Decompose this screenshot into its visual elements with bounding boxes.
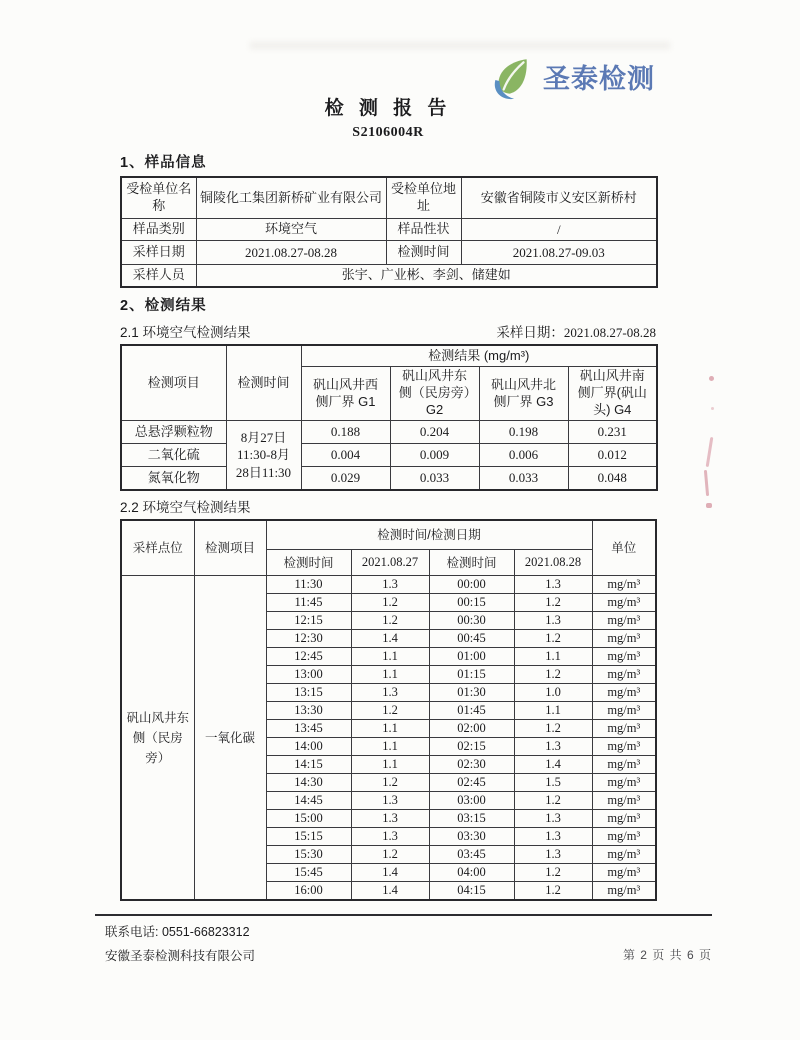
table-cell: 15:00 [266,810,351,828]
label-sample-character: 样品性状 [386,219,461,241]
table-cell: 1.3 [351,576,429,594]
report-number: S2106004R [352,124,424,140]
table-cell: 1.2 [514,882,592,901]
table-cell: 02:30 [429,756,514,774]
table-cell: 1.1 [351,738,429,756]
table-cell: mg/m³ [592,756,656,774]
value-test-time: 2021.08.27-09.03 [461,241,657,265]
table-cell: 03:45 [429,846,514,864]
table-cell: 0.006 [479,444,568,467]
site-header-g2: 矾山风井东侧（民房旁）G2 [390,367,479,421]
table-cell: mg/m³ [592,720,656,738]
page-footer [95,914,712,964]
sample-info-table [120,176,658,288]
subcol-header-date-1: 2021.08.27 [351,550,429,576]
col-header-result: 检测结果 (mg/m³) [301,345,657,367]
logo-text: 圣泰检测 [543,63,655,94]
col-header-test-item: 检测项目 [194,520,266,576]
value-sample-category: 环境空气 [196,219,386,241]
table-cell: 1.3 [351,828,429,846]
table-cell: 0.009 [390,444,479,467]
col-header-unit: 单位 [592,520,656,576]
table-cell: 1.4 [351,630,429,648]
table-cell: 1.2 [351,594,429,612]
table-cell: 1.1 [514,648,592,666]
sampling-site-cell: 矾山风井东侧（民房旁） [121,576,194,901]
table-cell: mg/m³ [592,666,656,684]
table-row [121,345,657,367]
table-cell: mg/m³ [592,648,656,666]
table-cell: 1.3 [514,810,592,828]
report-title: 检 测 报 告 [324,98,452,119]
value-sampling-date: 2021.08.27-08.28 [196,241,386,265]
table-cell: mg/m³ [592,846,656,864]
sampling-date-label: 采样日期： [496,324,564,340]
table-cell: mg/m³ [592,828,656,846]
table-cell: 14:15 [266,756,351,774]
table-cell: 1.2 [514,792,592,810]
table-cell: 04:15 [429,882,514,901]
table-cell: 1.2 [351,846,429,864]
value-sample-character: / [461,219,657,241]
table-cell: 13:00 [266,666,351,684]
table-cell: 1.3 [351,792,429,810]
table-cell: 1.1 [351,720,429,738]
sampling-date-value: 2021.08.27-08.28 [563,324,656,340]
table-cell: 1.3 [514,738,592,756]
table-cell: 1.0 [514,684,592,702]
table-row [121,444,657,467]
label-sampling-staff: 采样人员 [121,265,196,287]
table-cell: 1.3 [351,810,429,828]
table-cell: 04:00 [429,864,514,882]
air-results-22-body [121,576,656,901]
table-cell: 12:45 [266,648,351,666]
table-cell: mg/m³ [592,594,656,612]
table-cell: 1.2 [514,720,592,738]
table-cell: mg/m³ [592,630,656,648]
table-cell: 1.2 [351,702,429,720]
table-row [121,265,657,287]
test-item-cell: 一氧化碳 [194,576,266,901]
subsection-21-heading: 2.1 环境空气检测结果 [120,324,251,340]
subsection-22-heading: 2.2 环境空气检测结果 [120,499,251,515]
stamp-bleed-mark [706,437,714,467]
value-client-name: 铜陵化工集团新桥矿业有限公司 [196,177,386,219]
value-client-address: 安徽省铜陵市义安区新桥村 [461,177,657,219]
site-header-g3: 矾山风井北侧厂界 G3 [479,367,568,421]
time-range-cell [226,421,301,490]
table-cell: 01:30 [429,684,514,702]
table-cell: 03:00 [429,792,514,810]
page-number: 第 2 页 共 6 页 [622,948,712,962]
col-header-test-item: 检测项目 [121,345,226,421]
table-cell: 11:30 [266,576,351,594]
table-cell: mg/m³ [592,810,656,828]
table-cell: 0.048 [568,467,657,490]
table-row [121,467,657,490]
table-cell: 0.004 [301,444,390,467]
table-row [121,576,656,594]
table-cell: 15:30 [266,846,351,864]
time-range-line: 8月27日 [240,429,287,445]
table-cell: 00:30 [429,612,514,630]
table-cell: 14:00 [266,738,351,756]
table-cell: mg/m³ [592,576,656,594]
table-cell: 1.3 [514,846,592,864]
subcol-header-time-1: 检测时间 [266,550,351,576]
label-sampling-date: 采样日期 [121,241,196,265]
col-header-sampling-site: 采样点位 [121,520,194,576]
table-cell: 1.3 [514,828,592,846]
table-cell: mg/m³ [592,684,656,702]
table-cell: 15:45 [266,864,351,882]
air-results-22-table [120,519,657,902]
table-cell: mg/m³ [592,864,656,882]
table-cell: 1.3 [514,612,592,630]
subcol-header-date-2: 2021.08.28 [514,550,592,576]
test-item-cell: 二氧化硫 [121,444,226,467]
table-cell: 1.1 [351,666,429,684]
stamp-bleed-mark [706,503,712,508]
table-row [121,241,657,265]
table-cell: 0.033 [479,467,568,490]
table-cell: 00:00 [429,576,514,594]
table-cell: 1.2 [514,630,592,648]
table-cell: 1.2 [514,594,592,612]
table-cell: 0.198 [479,421,568,444]
table-cell: 1.4 [514,756,592,774]
table-cell: 14:45 [266,792,351,810]
sampling-date-note [496,321,656,341]
col-header-datetime: 检测时间/检测日期 [266,520,592,550]
time-range-line: 28日11:30 [235,464,292,480]
stamp-bleed-mark [704,470,709,496]
subcol-header-time-2: 检测时间 [429,550,514,576]
time-range-line: 11:30-8月 [237,447,290,463]
label-client-name: 受检单位名称 [121,177,196,219]
table-cell: 0.188 [301,421,390,444]
table-cell: 1.1 [351,756,429,774]
table-cell: 14:30 [266,774,351,792]
table-cell: 00:45 [429,630,514,648]
table-cell: 15:15 [266,828,351,846]
table-cell: mg/m³ [592,612,656,630]
table-cell: 1.5 [514,774,592,792]
table-cell: 1.2 [351,774,429,792]
table-cell: 12:30 [266,630,351,648]
table-cell: mg/m³ [592,882,656,901]
table-cell: 01:15 [429,666,514,684]
label-sample-category: 样品类别 [121,219,196,241]
table-row [121,219,657,241]
value-sampling-staff: 张宇、广业彬、李剑、储建如 [196,265,657,287]
air-results-21-table [120,344,658,491]
table-cell: mg/m³ [592,738,656,756]
table-cell: 03:15 [429,810,514,828]
table-cell: 01:45 [429,702,514,720]
table-cell: 16:00 [266,882,351,901]
table-cell: 0.012 [568,444,657,467]
table-row [121,421,657,444]
table-cell: 0.029 [301,467,390,490]
table-cell: 00:15 [429,594,514,612]
contact-phone: 联系电话: 0551-66823312 [105,925,250,939]
site-header-g4: 矾山风井南侧厂界(矾山头) G4 [568,367,657,421]
table-cell: 02:45 [429,774,514,792]
table-cell: 1.1 [351,648,429,666]
test-item-cell: 氮氧化物 [121,467,226,490]
table-cell: 1.2 [514,666,592,684]
table-cell: 12:15 [266,612,351,630]
section2-heading: 2、检测结果 [120,297,207,314]
table-cell: 0.033 [390,467,479,490]
table-row [121,520,656,550]
table-cell: 13:30 [266,702,351,720]
table-cell: 1.2 [514,864,592,882]
table-cell: 1.3 [351,684,429,702]
col-header-test-time: 检测时间 [226,345,301,421]
table-cell: 11:45 [266,594,351,612]
table-cell: 02:15 [429,738,514,756]
table-cell: 13:45 [266,720,351,738]
stamp-bleed-mark [711,407,714,410]
section1-heading: 1、样品信息 [120,154,207,171]
table-cell: 0.231 [568,421,657,444]
table-cell: mg/m³ [592,702,656,720]
table-cell: 01:00 [429,648,514,666]
site-header-g1: 矾山风井西侧厂界 G1 [301,367,390,421]
stamp-bleed-mark [709,376,714,381]
table-cell: 0.204 [390,421,479,444]
table-cell: 1.2 [351,612,429,630]
test-item-cell: 总悬浮颗粒物 [121,421,226,444]
table-cell: mg/m³ [592,792,656,810]
company-name: 安徽圣泰检测科技有限公司 [105,949,256,963]
table-cell: 1.4 [351,864,429,882]
table-cell: 02:00 [429,720,514,738]
table-cell: mg/m³ [592,774,656,792]
label-test-time: 检测时间 [386,241,461,265]
table-cell: 1.4 [351,882,429,901]
label-client-address: 受检单位地址 [386,177,461,219]
table-row [121,177,657,219]
table-cell: 1.1 [514,702,592,720]
table-cell: 13:15 [266,684,351,702]
table-cell: 1.3 [514,576,592,594]
table-cell: 03:30 [429,828,514,846]
